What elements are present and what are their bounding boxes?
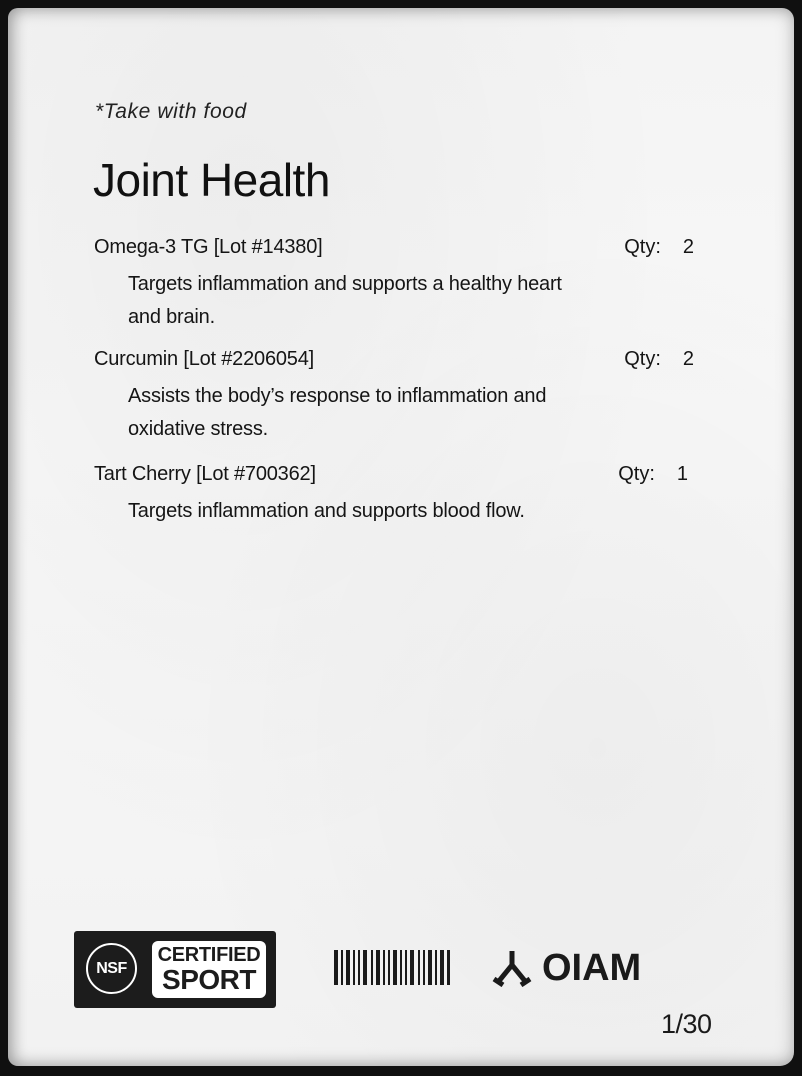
quantity-label: Qty: xyxy=(618,463,655,485)
packet-count: 1/30 xyxy=(661,1009,712,1039)
packet-title: Joint Health xyxy=(93,154,330,206)
list-item xyxy=(94,348,694,446)
certified-label: CERTIFIED xyxy=(157,944,261,966)
instruction-note: *Take with food xyxy=(95,100,247,123)
quantity-label: Qty: xyxy=(624,348,661,370)
quantity-value: 2 xyxy=(682,236,694,258)
tripod-logo-icon xyxy=(492,949,532,987)
item-name: Curcumin [Lot #2206054] xyxy=(94,348,314,370)
barcode-icon xyxy=(334,950,450,985)
item-description: Assists the body’s response to inflammation and oxidative stress. xyxy=(128,385,547,440)
quantity-value: 2 xyxy=(682,348,694,370)
quantity-value: 1 xyxy=(676,463,688,485)
nsf-certified-sport-badge xyxy=(74,931,276,1008)
item-name: Omega-3 TG [Lot #14380] xyxy=(94,236,323,258)
list-item xyxy=(94,463,694,528)
brand-name: OIAM xyxy=(542,947,642,989)
nsf-logo-icon: NSF xyxy=(86,943,137,994)
brand-logo xyxy=(492,948,641,988)
item-description: Targets inflammation and supports blood flow. xyxy=(128,500,525,522)
item-description: Targets inflammation and supports a healthy heart and brain. xyxy=(128,273,562,328)
list-item xyxy=(94,236,694,334)
supplement-packet xyxy=(8,8,794,1066)
certified-sport-panel xyxy=(152,941,266,998)
item-name: Tart Cherry [Lot #700362] xyxy=(94,463,316,485)
quantity-label: Qty: xyxy=(624,236,661,258)
item-quantity xyxy=(624,236,694,259)
sport-label: SPORT xyxy=(162,964,256,995)
item-quantity xyxy=(624,348,694,371)
item-quantity xyxy=(618,463,688,486)
